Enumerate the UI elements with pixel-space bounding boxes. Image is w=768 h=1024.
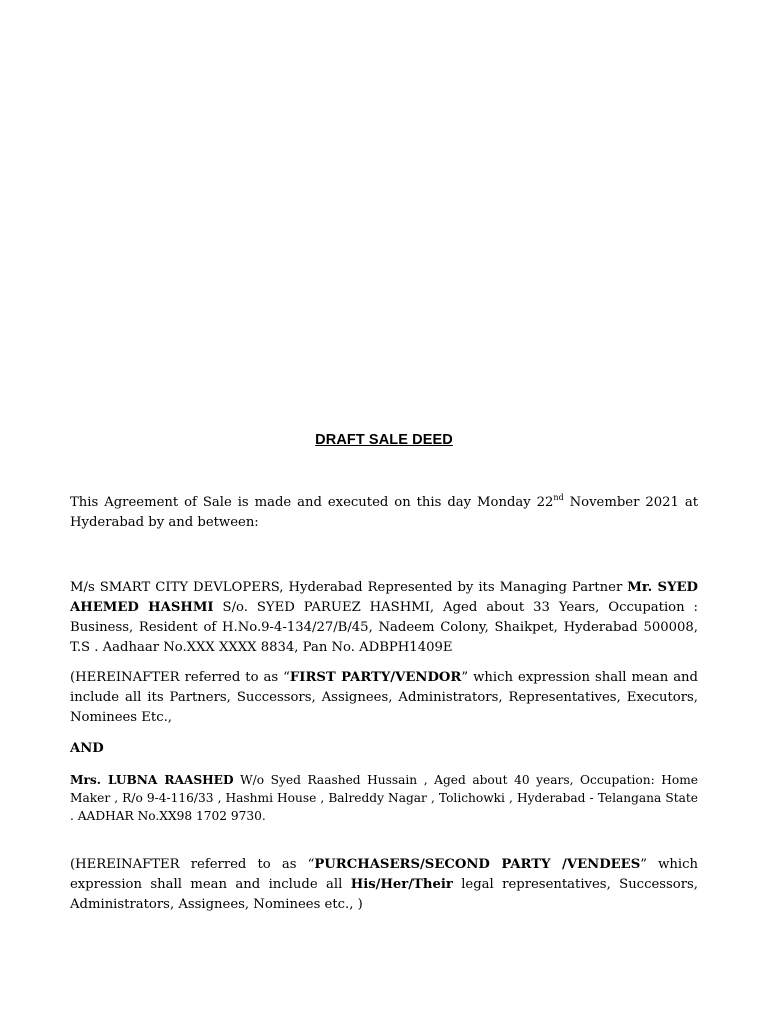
first-party-name: Mr. SYED AHEMED HASHMI — [70, 580, 698, 615]
first-party-ref-tail: ” which expression shall mean and include all its Partners, Successors, Assignees, Administrators, Representatives, Executors, Nominees Etc., — [70, 670, 698, 725]
second-party-details: W/o Syed Raashed Hussain , Aged about 40 years, Occupation: Home Maker , R/o 9-4-116/33 , Hashmi House , Balreddy Nagar , Tolichowki , Hyderabad - Telangana State . AADHAR No.XX98 1702 9730. — [70, 773, 698, 823]
first-party-lead: M/s SMART CITY DEVLOPERS, Hyderabad Represented by its Managing Partner — [70, 580, 628, 595]
and-separator — [70, 739, 698, 759]
first-party-reference — [70, 668, 698, 728]
document-title: DRAFT SALE DEED — [315, 432, 453, 448]
second-party-reference — [70, 855, 698, 915]
second-party-ref-lead: (HEREINAFTER referred to as “ — [70, 857, 315, 872]
and-label: AND — [70, 741, 104, 756]
day-suffix: nd — [553, 493, 564, 502]
first-party-details: S/o. SYED PARUEZ HASHMI, Aged about 33 Years, Occupation : Business, Resident of H.No.9-4-134/27/B/45, Nadeem Colony, Shaikpet, Hyderabad 500008, T.S . Aadhaar No.XXX XXXX 8834, Pan No. ADBPH1409E — [70, 600, 698, 655]
intro-text: This Agreement of Sale is made and executed on this day Monday 22 — [70, 495, 554, 510]
second-party-ref-tail: legal representatives, Successors, Administrators, Assignees, Nominees etc., ) — [70, 877, 698, 912]
second-party-name: Mrs. LUBNA RAASHED — [70, 773, 234, 787]
intro-text-end: November 2021 at Hyderabad by and between: — [70, 495, 698, 530]
second-party-ref-mid: ” which expression shall mean and include all — [70, 857, 699, 892]
first-party-ref-lead: (HEREINAFTER referred to as “ — [70, 670, 290, 685]
second-party-pronoun: His/Her/Their — [350, 877, 453, 892]
intro-paragraph — [70, 493, 698, 533]
second-party-role: PURCHASERS/SECOND PARTY /VENDEES — [314, 857, 641, 872]
first-party-paragraph — [70, 578, 698, 658]
first-party-role: FIRST PARTY/VENDOR — [289, 670, 462, 685]
second-party-paragraph — [70, 771, 698, 825]
